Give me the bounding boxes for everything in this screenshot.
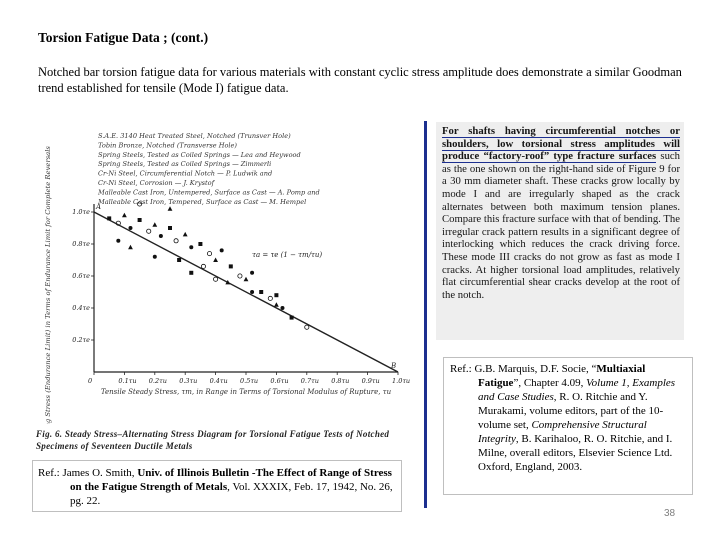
x-tick-label: 0.8τu [331, 377, 350, 385]
legend-entry: Tobin Bronze, Notched (Transverse Hole) [98, 141, 238, 150]
figure-legend [97, 132, 320, 206]
ref-right-series: Comprehensive Structural Integrity [478, 419, 647, 445]
data-point [189, 271, 193, 275]
point-b-label: B [391, 362, 397, 370]
data-point [238, 274, 242, 278]
data-point [274, 302, 279, 307]
data-point [153, 255, 157, 259]
data-point [290, 316, 294, 320]
x-tick-label: 0.7τu [300, 377, 319, 385]
page-number: 38 [664, 508, 676, 519]
y-axis-label: Alternating Stress (Endurance Limit) in Terms of Endurance Limit for Complete Reversals [44, 146, 52, 424]
data-point [305, 325, 309, 329]
data-point [128, 226, 132, 230]
legend-entry: Malleable Cast Iron, Untempered, Surface as Cast — A. Pomp and [98, 188, 320, 197]
data-point [198, 242, 202, 246]
x-tick-label: 0.2τu [148, 377, 167, 385]
legend-entry: Spring Steels, Tested as Coiled Springs — Lea and Heywood [98, 150, 301, 159]
data-point [116, 239, 120, 243]
data-point [214, 277, 218, 281]
y-tick-label: 0.4τe [72, 304, 90, 312]
data-point [244, 277, 249, 282]
data-point [159, 234, 163, 238]
ref-left-title: Univ. of Illinois Bulletin -The Effect of Range of Stress on the Fatigue Strength of Metals [70, 467, 392, 493]
torsion-fatigue-figure [36, 126, 410, 424]
data-point [229, 264, 233, 268]
data-point [220, 248, 224, 252]
data-point [213, 258, 218, 263]
data-point [168, 206, 173, 211]
data-point [201, 264, 205, 268]
data-point [274, 293, 278, 297]
data-point [122, 213, 127, 218]
y-tick-label: 0.6τe [72, 272, 90, 280]
data-point [168, 226, 172, 230]
data-point [183, 232, 188, 237]
reference-smith [32, 460, 402, 512]
goodman-line [94, 212, 398, 372]
y-tick-label: 1.0τe [72, 208, 90, 216]
x-tick-label: 1.0τu [392, 377, 410, 385]
quote-mid: such as the one shown on the right-hand side of Figure 9 for a 30 mm diameter shaft. These cracks grow locally by mode I and are irregularly shaped as the crack alternates between both maximum tension planes. [442, 150, 680, 213]
data-point [177, 258, 181, 262]
y-tick-label: 0.2τe [72, 336, 90, 344]
data-point [174, 239, 178, 243]
data-point [147, 229, 151, 233]
legend-entry: Spring Steels, Tested as Coiled Springs — Zimmerli [98, 160, 272, 169]
goodman-diagram [36, 126, 410, 424]
legend-entry: Cr-Ni Steel, Circumferential Notch — P. Ludwik and [98, 169, 273, 178]
reference-marquis [443, 357, 693, 495]
ref-left-prefix: Ref.: James O. Smith, [38, 467, 138, 479]
x-tick-label: 0.5τu [240, 377, 259, 385]
data-point [189, 245, 193, 249]
x-tick-label: 0.1τu [118, 377, 137, 385]
ref-right-suffix: , B. Karihaloo, R. O. Ritchie, and I. Milne, overall editors, Elsevier Science Ltd. Oxford, England, 2003. [478, 433, 673, 473]
data-point [259, 290, 263, 294]
x-tick-label: 0.4τu [209, 377, 228, 385]
divider-line [424, 121, 427, 508]
legend-entry: Malleable Cast Iron, Tempered, Surface as Cast — M. Hempel [98, 197, 307, 206]
data-point [128, 245, 133, 250]
ref-left-suffix: , Vol. XXXIX, Feb. 17, 1942, No. 26, pg. 22. [70, 481, 393, 507]
point-a-label: A [96, 203, 102, 211]
x-axis-label: Tensile Steady Stress, τm, in Range in Terms of Torsional Modulus of Rupture, τu [100, 388, 392, 396]
quoted-excerpt [436, 122, 684, 340]
data-point [268, 296, 272, 300]
quote-rest: Compare this fracture surface with that of bending. The irregular crack pattern results in a significant degree of interlocking which reduces the crack driving force. These mode III cracks do not grow as fast as mode I cracks. At higher torsional load amplitudes, relatively flat circumferential shear cracks develop at the root of the notch. [442, 213, 680, 301]
data-point [250, 290, 254, 294]
data-point [280, 306, 284, 310]
intro-text: Notched bar torsion fatigue data for various materials with constant cyclic stress amplitude does demonstrate a similar Goodman trend established for tensile (Mode I) fatigue data. [38, 65, 682, 95]
ref-right-prefix: Ref.: G.B. Marquis, D.F. Socie, “ [450, 363, 597, 375]
x-tick-label: 0.3τu [179, 377, 198, 385]
x-tick-label: 0.6τu [270, 377, 289, 385]
figure-points [107, 202, 309, 329]
quote-highlight: For shafts having circumferential notches or shoulders, low torsional stress amplitudes will produce “factory-roof” type fracture surfaces [442, 125, 680, 163]
ref-right-title: Multiaxial Fatigue [478, 363, 646, 389]
figure-caption: Fig. 6. Steady Stress–Alternating Stress Diagram for Torsional Fatigue Tests of Notched Specimens of Seventeen Ductile Metals [36, 429, 390, 451]
x-tick-label: 0 [88, 377, 93, 385]
data-point [107, 216, 111, 220]
y-tick-label: 0.8τe [72, 240, 90, 248]
data-point [250, 271, 254, 275]
legend-entry: Cr-Ni Steel, Corrosion — J. Krystof [98, 179, 215, 187]
slide-title: Torsion Fatigue Data ; (cont.) [38, 30, 209, 45]
ref-right-mid2: , R. O. Ritchie and Y. Murakami, volume editors, part of the 10-volume set, [478, 391, 664, 431]
x-tick-label: 0.9τu [361, 377, 380, 385]
data-point [207, 252, 211, 256]
ref-right-volume: Volume 1, Examples and Case Studies [478, 377, 676, 403]
data-point [152, 222, 157, 227]
goodman-formula: τa = τe (1 − τm/τu) [252, 250, 323, 259]
figure-axes [44, 146, 410, 424]
legend-entry: S.A.E. 3140 Heat Treated Steel, Notched (Trunsver Hole) [98, 132, 291, 140]
data-point [138, 218, 142, 222]
ref-right-mid: ”, Chapter 4.09, [513, 377, 587, 389]
